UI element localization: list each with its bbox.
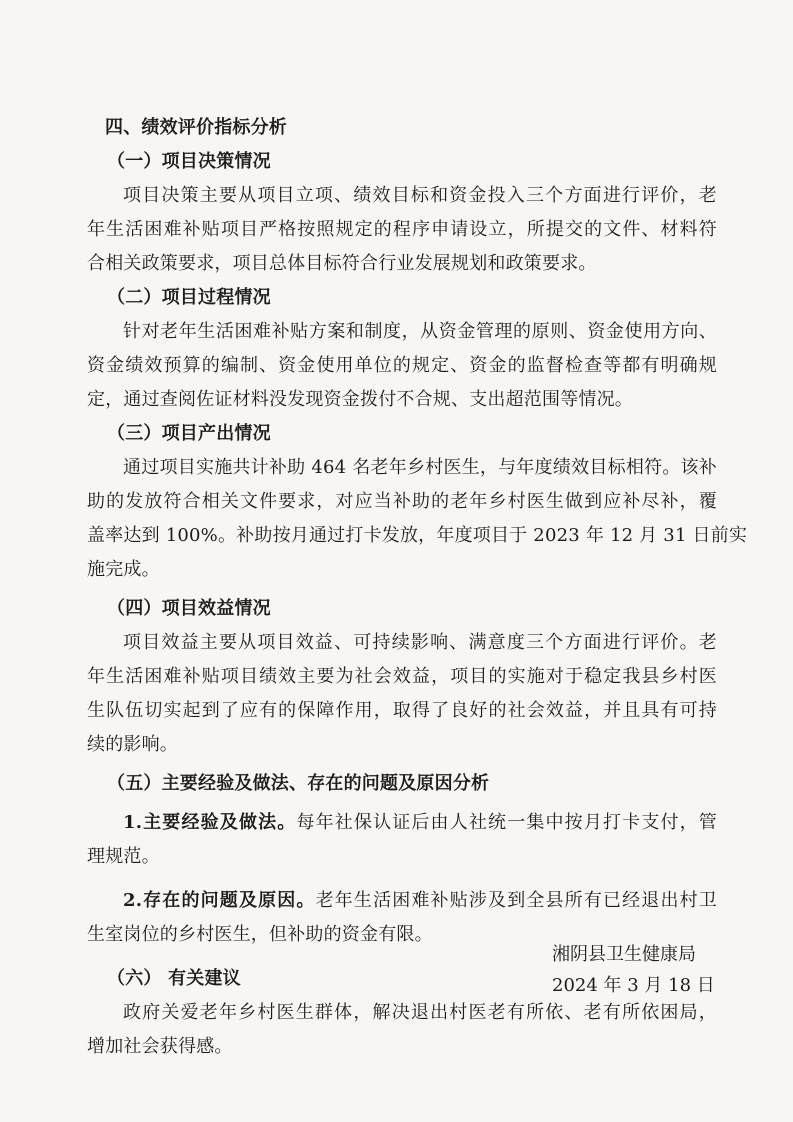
paragraph-line: 续的影响。 bbox=[87, 734, 178, 755]
heading-suggestions: （六） 有关建议 bbox=[107, 968, 241, 989]
paragraph-line: 助的发放符合相关文件要求，对应当补助的老年乡村医生做到应补尽补，覆 bbox=[87, 491, 717, 512]
experience-paragraph bbox=[87, 808, 717, 838]
heading-project-benefit: （四）项目效益情况 bbox=[107, 598, 271, 619]
signature-date: 2024 年 3 月 18 日 bbox=[552, 975, 715, 996]
paragraph-line: 理规范。 bbox=[87, 846, 160, 867]
paragraph-line: 增加社会获得感。 bbox=[87, 1036, 233, 1057]
heading-experience-problems: （五）主要经验及做法、存在的问题及原因分析 bbox=[107, 773, 490, 794]
paragraph-line: 年生活困难补贴项目绩效主要为社会效益，项目的实施对于稳定我县乡村医 bbox=[87, 666, 717, 687]
paragraph-line: 合相关政策要求，项目总体目标符合行业发展规划和政策要求。 bbox=[87, 253, 597, 274]
paragraph-line: 针对老年生活困难补贴方案和制度，从资金管理的原则、资金使用方向、 bbox=[123, 321, 717, 342]
heading-project-decision: （一）项目决策情况 bbox=[107, 151, 271, 172]
heading-project-output: （三）项目产出情况 bbox=[107, 423, 271, 444]
paragraph-line: 盖率达到 100%。补助按月通过打卡发放，年度项目于 2023 年 12 月 31 日前实 bbox=[87, 525, 748, 546]
paragraph-line: 资金绩效预算的编制、资金使用单位的规定、资金的监督检查等都有明确规 bbox=[87, 355, 717, 376]
signature-organization: 湘阴县卫生健康局 bbox=[552, 944, 696, 965]
paragraph-line: 通过项目实施共计补助 464 名老年乡村医生，与年度绩效目标相符。该补 bbox=[123, 457, 717, 478]
experience-label: 1.主要经验及做法。 bbox=[123, 812, 297, 833]
problems-label: 2.存在的问题及原因。 bbox=[123, 890, 316, 911]
experience-text: 每年社保认证后由人社统一集中按月打卡支付，管 bbox=[296, 812, 717, 833]
paragraph-line: 定，通过查阅佐证材料没发现资金拨付不合规、支出超范围等情况。 bbox=[87, 389, 633, 410]
section-title: 四、绩效评价指标分析 bbox=[105, 117, 287, 138]
document-body bbox=[87, 113, 748, 1062]
problems-text: 老年生活困难补贴涉及到全县所有已经退出村卫 bbox=[315, 890, 717, 911]
paragraph-line: 政府关爱老年乡村医生群体，解决退出村医老有所依、老有所依困局， bbox=[123, 1002, 717, 1023]
paragraph-line: 施完成。 bbox=[87, 559, 160, 580]
paragraph-line: 项目决策主要从项目立项、绩效目标和资金投入三个方面进行评价，老 bbox=[123, 185, 717, 206]
paragraph-line: 生队伍切实起到了应有的保障作用，取得了良好的社会效益，并且具有可持 bbox=[87, 700, 717, 721]
paragraph-line: 年生活困难补贴项目严格按照规定的程序申请设立，所提交的文件、材料符 bbox=[87, 219, 717, 240]
paragraph-line: 项目效益主要从项目效益、可持续影响、满意度三个方面进行评价。老 bbox=[123, 632, 717, 653]
problems-paragraph bbox=[87, 886, 717, 916]
paragraph-line: 生室岗位的乡村医生，但补助的资金有限。 bbox=[87, 924, 433, 945]
heading-project-process: （二）项目过程情况 bbox=[107, 287, 271, 308]
